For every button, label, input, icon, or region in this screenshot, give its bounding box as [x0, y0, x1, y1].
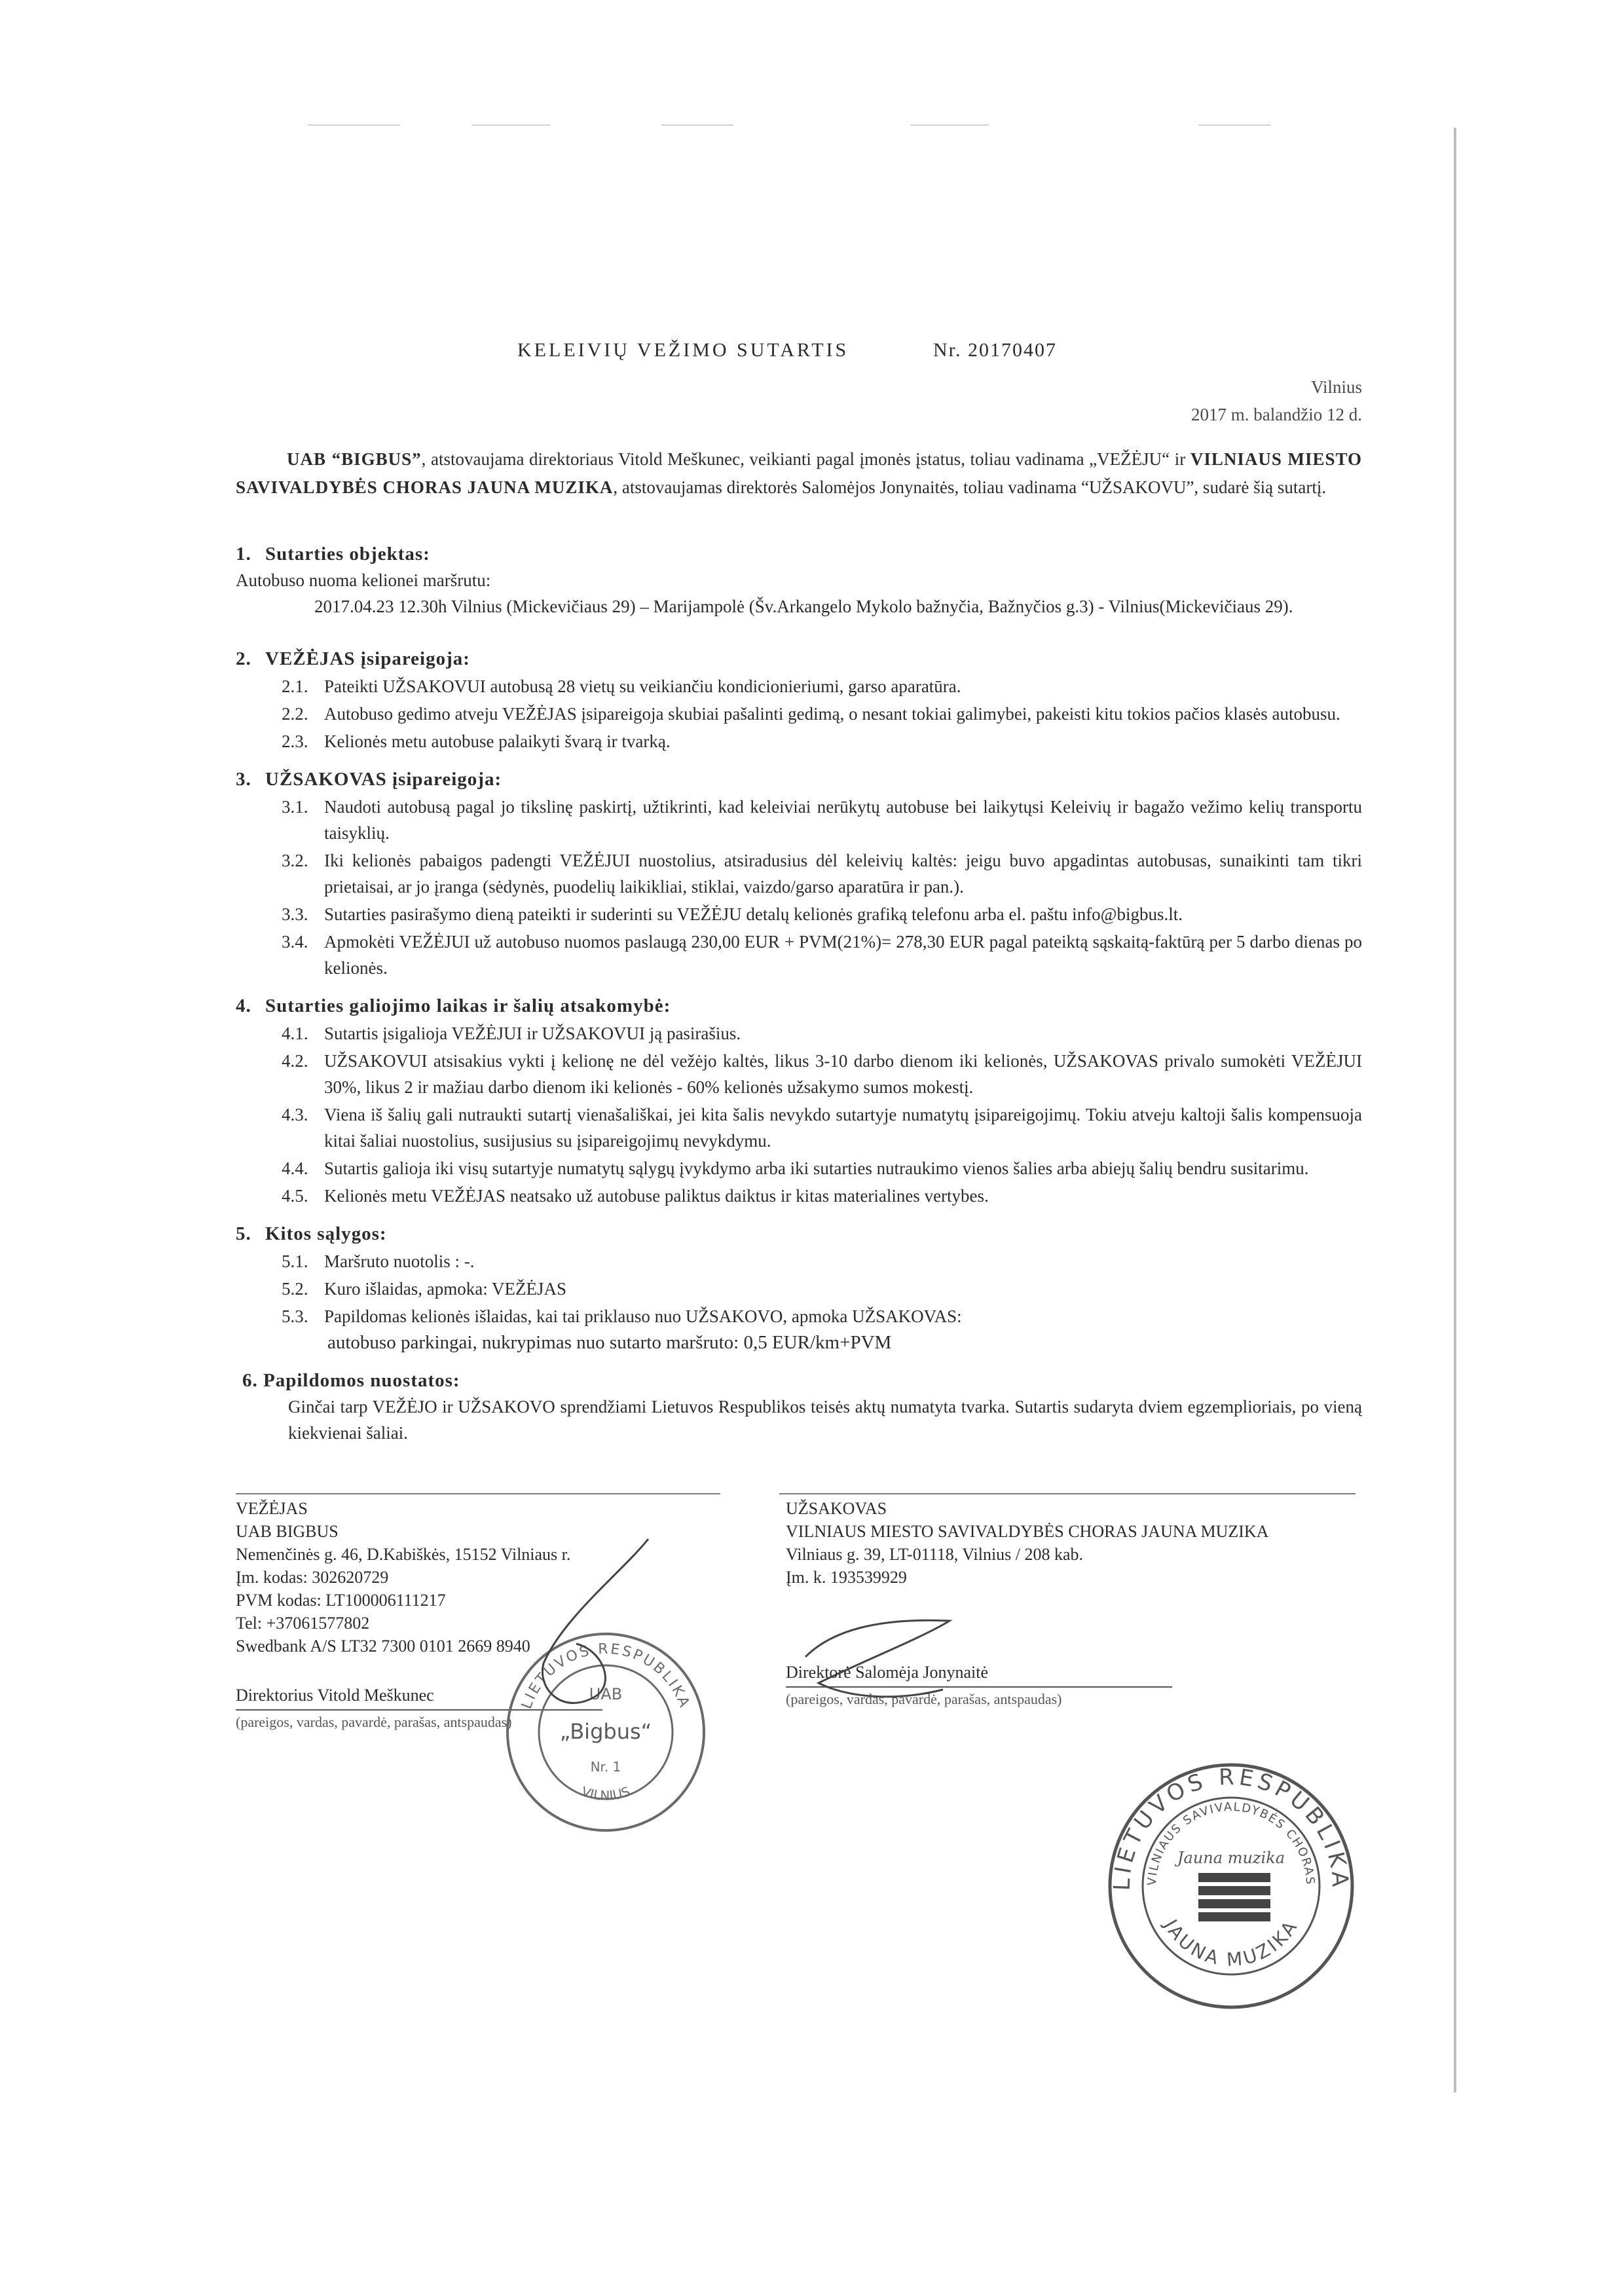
- carrier-stamp-name: „Bigbus“: [559, 1719, 652, 1744]
- item-number: 2.3.: [282, 731, 308, 751]
- item-text: Sutarties pasirašymo dieną pateikti ir suderinti su VEŽĖJU detalų kelionės grafiką telefonu arba el. paštu info@bigbus.lt.: [324, 904, 1183, 924]
- client-stamp-bottom: JAUNA MUZIKA: [1160, 1915, 1302, 1971]
- item-text: Pateikti UŽSAKOVUI autobusą 28 vietų su veikiančiu kondicionieriumi, garso aparatūra.: [324, 676, 961, 696]
- item-text: Naudoti autobusą pagal jo tikslinę paskirtį, užtikrinti, kad keleiviai nerūkytų autobuse bei laikytųsi Keleivių ir bagažo vežimo kelių transportu taisyklių.: [324, 797, 1362, 843]
- list-item: [236, 1048, 1362, 1100]
- section-5-heading: [236, 1221, 1362, 1247]
- section-number: 2.: [236, 648, 251, 669]
- section-6-text: Ginčai tarp VEŽĖJO ir UŽSAKOVO sprendžiami Lietuvos Respublikos teisės aktų numatyta tvarka. Sutartis sudaryta dviem egzemplioriais, po vieną kiekvienai šaliai.: [288, 1397, 1362, 1443]
- document-title: KELEIVIŲ VEŽIMO SUTARTIS: [517, 339, 849, 361]
- client-address: Vilniaus g. 39, LT-01118, Vilnius / 208 kab.: [786, 1545, 1084, 1564]
- intro-text-1: , atstovaujama direktoriaus Vitold Meškunec, veikianti pagal įmonės įstatus, toliau vadinama „VEŽĖJU“ ir: [421, 449, 1190, 469]
- carrier-tel: Tel: +37061577802: [236, 1614, 370, 1633]
- list-item: [236, 728, 1362, 754]
- contract-sections: [236, 529, 1362, 1446]
- svg-text:VILNIUS: [580, 1783, 632, 1804]
- client-caption: (pareigos, vardas, pavardė, parašas, antspaudas): [786, 1686, 1172, 1711]
- item-text: Autobuso gedimo atveju VEŽĖJAS įsipareigoja skubiai pašalinti gedimą, o nesant tokiai galimybei, pakeisti kitu tokios pačios klasės autobusu.: [324, 704, 1340, 724]
- client-signer: Direktorė Salomėja Jonynaitė: [786, 1663, 989, 1682]
- carrier-caption: (pareigos, vardas, pavardė, parašas, antspaudas): [236, 1709, 602, 1733]
- section-2-heading: [236, 646, 1362, 672]
- client-code: Įm. k. 193539929: [786, 1568, 907, 1587]
- section-1-heading: [236, 541, 1362, 567]
- list-item: [236, 701, 1362, 727]
- client-stamp-emblem: [1198, 1873, 1270, 1921]
- item-text: Iki kelionės pabaigos padengti VEŽĖJUI nuostolius, atsiradusius dėl keleivių kaltės: jeigu buvo apgadintas autobusas, sunaikinti tam tikri prietaisai, ar jo įranga (sėdynės, puodelių laikikliai, stiklai, vaizdo/garso aparatūra ir pan.).: [324, 851, 1362, 897]
- section-title: Sutarties galiojimo laikas ir šalių atsakomybė:: [265, 995, 671, 1016]
- intro-text-2: , atstovaujamas direktorės Salomėjos Jonynaitės, toliau vadinama “UŽSAKOVU”, sudarė šią sutartį.: [613, 477, 1327, 497]
- carrier-stamp-no: Nr. 1: [590, 1759, 621, 1775]
- client-stamp-mid: VILNIAUS SAVIVALDYBĖS CHORAS: [1145, 1800, 1318, 1886]
- title-row: [236, 327, 1362, 367]
- item-text: Sutartis įsigalioja VEŽĖJUI ir UŽSAKOVUI ją pasirašius.: [324, 1024, 741, 1043]
- item-text: Apmokėti VEŽĖJUI už autobuso nuomos paslaugą 230,00 EUR + PVM(21%)= 278,30 EUR pagal pateiktą sąskaitą-faktūrą per 5 darbo dienas po kelionės.: [324, 932, 1362, 978]
- item-text: Sutartis galioja iki visų sutartyje numatytų sąlygų įvykdymo arba iki sutarties nutraukimo vienos šalies arba abiejų šalių bendru susitarimu.: [324, 1158, 1309, 1178]
- client-stamp: [1100, 1755, 1362, 2017]
- item-text: Papildomas kelionės išlaidas, kai tai priklauso nuo UŽSAKOVO, apmoka UŽSAKOVAS:: [324, 1306, 962, 1326]
- carrier-code: Įm. kodas: 302620729: [236, 1568, 389, 1587]
- client-party: VILNIAUS MIESTO SAVIVALDYBĖS CHORAS JAUNA MUZIKA: [236, 449, 1363, 497]
- contract-page: [236, 327, 1362, 367]
- scan-dash: [910, 124, 989, 126]
- carrier-address: Nemenčinės g. 46, D.Kabiškės, 15152 Vilniaus r.: [236, 1545, 571, 1564]
- section-title: Sutarties objektas:: [265, 544, 430, 565]
- carrier-signature: [524, 1532, 668, 1729]
- carrier-bank: Swedbank A/S LT32 7300 0101 2669 8940: [236, 1637, 530, 1656]
- section-5-extra: autobuso parkingai, nukrypimas nuo sutarto maršruto: 0,5 EUR/km+PVM: [327, 1332, 892, 1353]
- item-number: 3.2.: [282, 851, 308, 870]
- section-number: 1.: [236, 544, 251, 565]
- section-1-route: 2017.04.23 12.30h Vilnius (Mickevičiaus 29) – Marijampolė (Šv.Arkangelo Mykolo bažnyčia, Bažnyčios g.3) - Vilnius(Mickevičiaus 29).: [314, 597, 1293, 616]
- client-signature: [792, 1604, 1008, 1709]
- list-item: [236, 1303, 1362, 1329]
- item-number: 2.2.: [282, 704, 308, 724]
- item-number: 5.2.: [282, 1279, 308, 1299]
- section-4-heading: [236, 993, 1362, 1019]
- carrier-role: VEŽĖJAS: [236, 1499, 308, 1518]
- list-item: [236, 1102, 1362, 1154]
- list-item: [236, 929, 1362, 981]
- list-item: [236, 1020, 1362, 1046]
- item-number: 3.3.: [282, 904, 308, 924]
- section-number: 4.: [236, 995, 251, 1016]
- section-title: UŽSAKOVAS įsipareigoja:: [265, 769, 502, 790]
- item-text: Viena iš šalių gali nutraukti sutartį vienašališkai, jei kita šalis nevykdo sutartyje numatytų įsipareigojimų. Tokiu atveju kaltoji šalis kompensuoja kitai šaliai nuostolius, susijusius su įsipareigojimų nevykdymu.: [324, 1105, 1362, 1151]
- list-item: [236, 847, 1362, 900]
- section-number: 5.: [236, 1223, 251, 1244]
- list-item: [236, 1183, 1362, 1209]
- section-3-heading: [236, 766, 1362, 792]
- section-1-line: Autobuso nuoma kelionei maršrutu:: [236, 570, 491, 590]
- scan-edge-line: [1454, 128, 1456, 2092]
- svg-text:LIETUVOS RESPUBLIKA: [1109, 1764, 1354, 1891]
- item-number: 4.4.: [282, 1158, 308, 1178]
- client-stamp-outer: LIETUVOS RESPUBLIKA: [1109, 1764, 1354, 1891]
- scan-dash: [1198, 124, 1270, 126]
- date: 2017 m. balandžio 12 d.: [1191, 405, 1362, 424]
- scan-dash: [661, 124, 733, 126]
- client-stamp-inner: Jauna muzika: [1177, 1849, 1285, 1867]
- item-number: 4.5.: [282, 1186, 308, 1206]
- carrier-stamp-outer: LIETUVOS RESPUBLIKA: [518, 1640, 693, 1711]
- section-number: 3.: [236, 769, 251, 790]
- item-number: 3.4.: [282, 932, 308, 952]
- carrier-vat: PVM kodas: LT100006111217: [236, 1591, 446, 1610]
- city: Vilnius: [1311, 377, 1362, 397]
- carrier-stamp-top: UAB: [589, 1685, 623, 1703]
- item-number: 3.1.: [282, 797, 308, 817]
- section-number: 6.: [242, 1370, 258, 1391]
- signature-divider: [779, 1493, 1356, 1494]
- list-item: [236, 1276, 1362, 1302]
- item-number: 5.3.: [282, 1306, 308, 1326]
- signature-divider: [236, 1493, 720, 1494]
- client-name: VILNIAUS MIESTO SAVIVALDYBĖS CHORAS JAUNA MUZIKA: [786, 1522, 1269, 1541]
- item-text: Kelionės metu VEŽĖJAS neatsako už autobuse paliktus daiktus ir kitas materialines vertybes.: [324, 1186, 989, 1206]
- place-date: [1191, 373, 1362, 428]
- item-text: Kelionės metu autobuse palaikyti švarą ir tvarką.: [324, 731, 671, 751]
- section-title: Kitos sąlygos:: [265, 1223, 387, 1244]
- item-text: Maršruto nuotolis : -.: [324, 1251, 475, 1271]
- intro-paragraph: [236, 445, 1362, 502]
- scan-dash: [471, 124, 550, 126]
- section-title: VEŽĖJAS įsipareigoja:: [265, 648, 470, 669]
- carrier-stamp-city: VILNIUS: [579, 1783, 633, 1804]
- carrier-name: UAB BIGBUS: [236, 1522, 339, 1541]
- list-item: [236, 673, 1362, 699]
- list-item: [236, 1155, 1362, 1181]
- item-number: 5.1.: [282, 1251, 308, 1271]
- carrier-party: UAB “BIGBUS”: [287, 449, 422, 469]
- list-item: [236, 901, 1362, 927]
- item-text: Kuro išlaidas, apmoka: VEŽĖJAS: [324, 1279, 566, 1299]
- document-number: Nr. 20170407: [933, 339, 1057, 361]
- carrier-signer: Direktorius Vitold Meškunec: [236, 1686, 434, 1705]
- item-text: UŽSAKOVUI atsisakius vykti į kelionę ne dėl vežėjo kaltės, likus 3-10 darbo dienom iki kelionės, UŽSAKOVAS privalo sumokėti VEŽĖJUI 30%, likus 2 ir mažiau darbo dienom iki kelionės - 60% kelionės užsakymo sumos mokestį.: [324, 1051, 1362, 1097]
- item-number: 2.1.: [282, 676, 308, 696]
- list-item: [236, 1248, 1362, 1274]
- client-role: UŽSAKOVAS: [786, 1499, 887, 1518]
- svg-text:JAUNA MUZIKA: [1159, 1915, 1302, 1971]
- item-number: 4.1.: [282, 1024, 308, 1043]
- item-number: 4.3.: [282, 1105, 308, 1124]
- section-6-heading: [236, 1367, 1362, 1394]
- section-title: Papildomos nuostatos:: [263, 1370, 460, 1391]
- list-item: [236, 794, 1362, 846]
- item-number: 4.2.: [282, 1051, 308, 1071]
- scan-dash: [308, 124, 399, 126]
